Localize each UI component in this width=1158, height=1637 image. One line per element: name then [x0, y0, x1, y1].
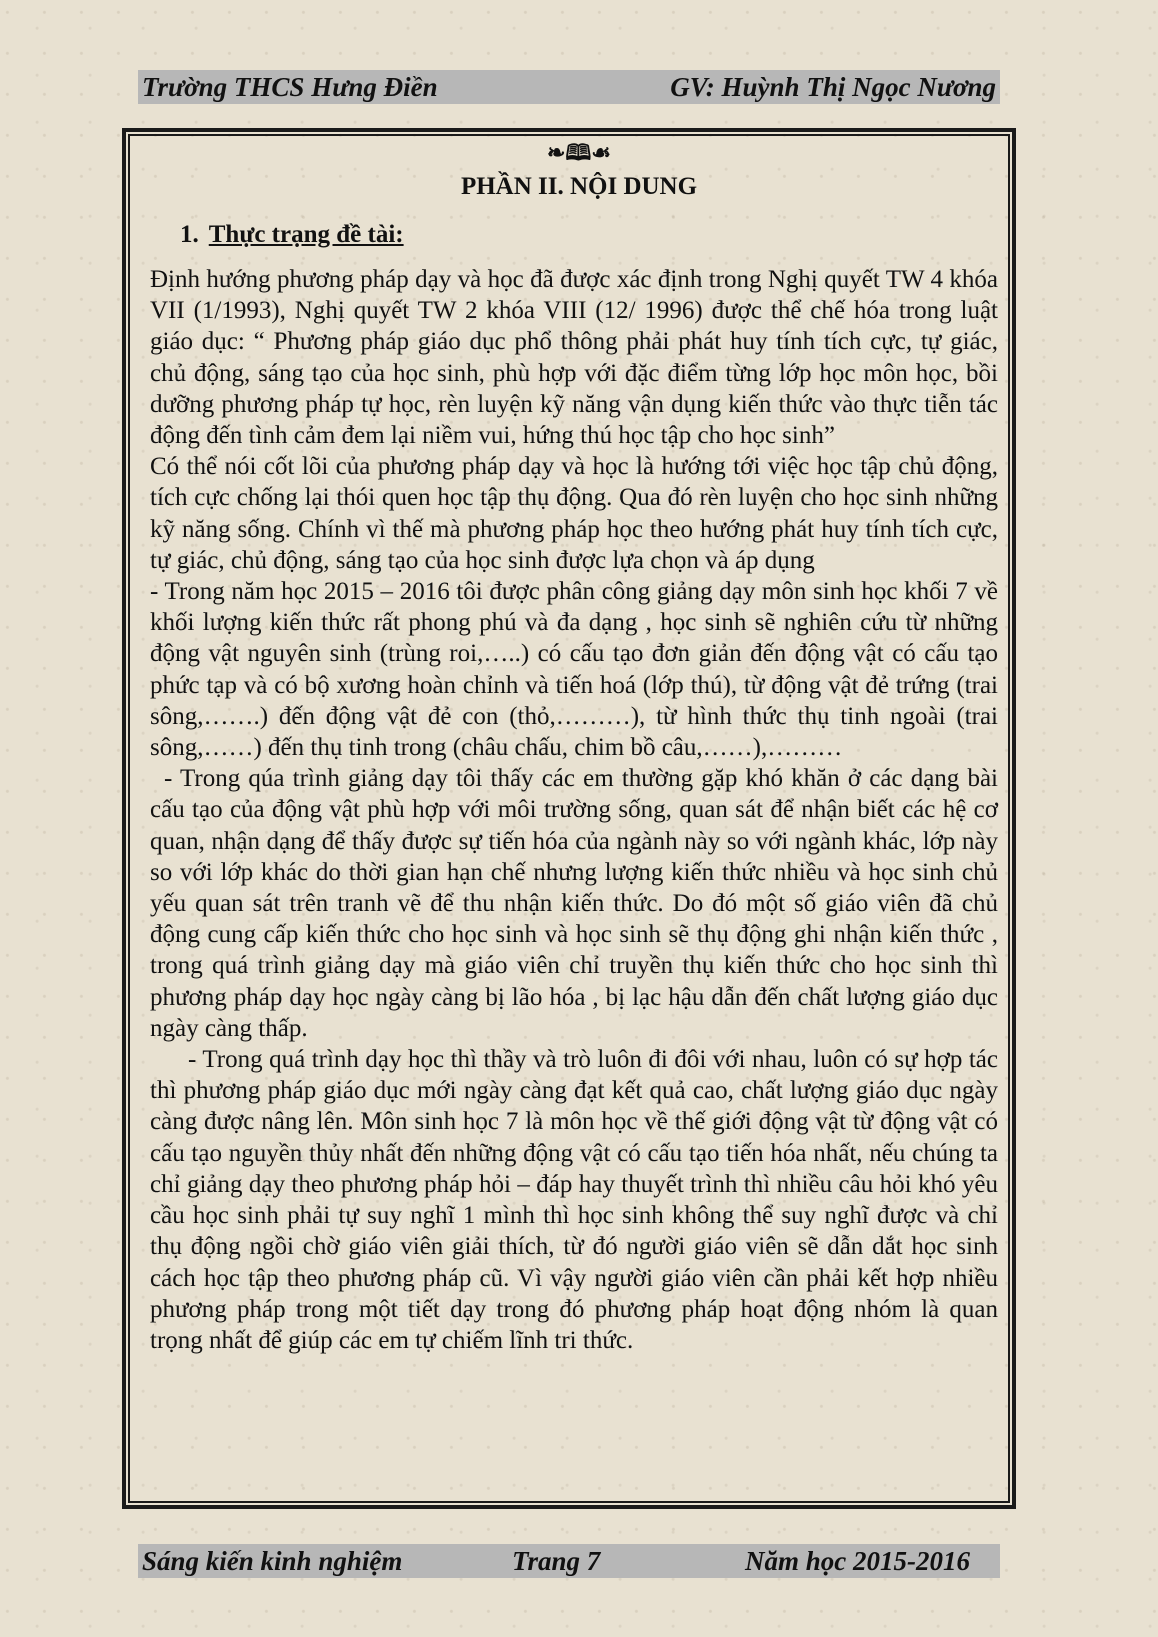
paragraph-5: - Trong quá trình dạy học thì thầy và trò luôn đi đôi với nhau, luôn có sự hợp tác thì phương pháp giáo dục mới ngày càng đạt kết quả cao, chất lượng giáo dục ngày càng được nâng lên. Môn sinh học 7 là môn học về thế giới động vật từ động vật có cấu tạo nguyền thủy nhất đến những động vật có cấu tạo tiến hóa nhất, nếu chúng ta chỉ giảng dạy theo phương pháp hỏi – đáp hay thuyết trình thì nhiều câu hỏi khó yêu cầu học sinh phải tự suy nghĩ 1 mình thì học sinh không thể suy nghĩ được và chỉ thụ động ngồi chờ giáo viên giải thích, từ đó người giáo viên sẽ dẫn dắt học sinh cách học tập theo phương pháp cũ. Vì vậy người giáo viên cần phải kết hợp nhiều phương pháp trong một tiết dạy trong đó phương pháp hoạt động nhóm là quan trọng nhất để giúp các em tự chiếm lĩnh tri thức.	[150, 1046, 998, 1354]
paragraph-2: Có thể nói cốt lõi của phương pháp dạy và học là hướng tới việc học tập chủ động, tích cực chống lại thói quen học tập thụ động. Qua đó rèn luyện cho học sinh những kỹ năng sống. Chính vì thế mà phương pháp học theo hướng phát huy tính tích cực, tự giác, chủ động, sáng tạo của học sinh được lựa chọn và áp dụng	[150, 453, 998, 574]
part-title: PHẦN II. NỘI DUNG	[460, 173, 698, 200]
school-name: Trường THCS Hưng Điền	[142, 72, 438, 102]
page-header	[138, 70, 1000, 104]
footer-page-number: Trang 7	[512, 1546, 601, 1576]
paragraph-4: - Trong qúa trình giảng dạy tôi thấy các em thường gặp khó khăn ở các dạng bài cấu tạo của động vật phù hợp với môi trường sống, quan sát để nhận biết các hệ cơ quan, nhận dạng để thấy được sự tiến hóa của ngành này so với ngành khác, lớp này so với lớp khác do thời gian hạn chế nhưng lượng kiến thức nhiều và học sinh chủ yếu quan sát trên tranh vẽ để thu nhận kiến thức. Do đó một số giáo viên đã chủ động cung cấp kiến thức cho học sinh và học sinh sẽ thụ động ghi nhận kiến thức , trong quá trình giảng dạy mà giáo viên chỉ truyền thụ kiến thức cho học sinh thì phương pháp dạy học ngày càng bị lão hóa , bị lạc hậu dẫn đến chất lượng giáo dục ngày càng thấp.	[150, 765, 998, 1042]
body-text	[150, 264, 998, 1356]
footer-doc-type: Sáng kiến kinh nghiệm	[142, 1546, 403, 1576]
section-number: 1.	[180, 221, 199, 248]
paragraph-1: Định hướng phương pháp dạy và học đã được xác định trong Nghị quyết TW 4 khóa VII (1/1993), Nghị quyết TW 2 khóa VIII (12/ 1996) được thể chế hóa trong luật giáo dục: “ Phương pháp giáo dục phổ thông phải phát huy tính tích cực, tự giác, chủ động, sáng tạo của học sinh, phù hợp với đặc điểm từng lớp học môn học, bồi dưỡng phương pháp tự học, rèn luyện kỹ năng vận dụng kiến thức vào thực tiễn tác động đến tình cảm đem lại niềm vui, hứng thú học tập cho học sinh”	[150, 266, 998, 450]
paragraph-3: - Trong năm học 2015 – 2016 tôi được phân công giảng dạy môn sinh học khối 7 về khối lượng kiến thức rất phong phú và đa dạng , học sinh sẽ nghiên cứu từ những động vật nguyên sinh (trùng roi,…..) có cấu tạo đơn giản đến động vật có cấu tạo phức tạp và có bộ xương hoàn chỉnh và tiến hoá (lớp thú), từ động vật đẻ trứng (trai sông,…….) đến động vật đẻ con (thỏ,………), từ hình thức thụ tinh ngoài (trai sông,……) đến thụ tinh trong (châu chấu, chim bồ câu,……),………	[150, 578, 998, 762]
teacher-name: GV: Huỳnh Thị Ngọc Nương	[670, 72, 996, 102]
footer-school-year: Năm học 2015-2016	[745, 1546, 970, 1576]
page-footer	[138, 1544, 1000, 1578]
book-ornament-icon: ❧🕮☙	[546, 140, 612, 165]
section-heading	[180, 218, 404, 252]
section-title: Thực trạng đề tài:	[208, 221, 404, 248]
